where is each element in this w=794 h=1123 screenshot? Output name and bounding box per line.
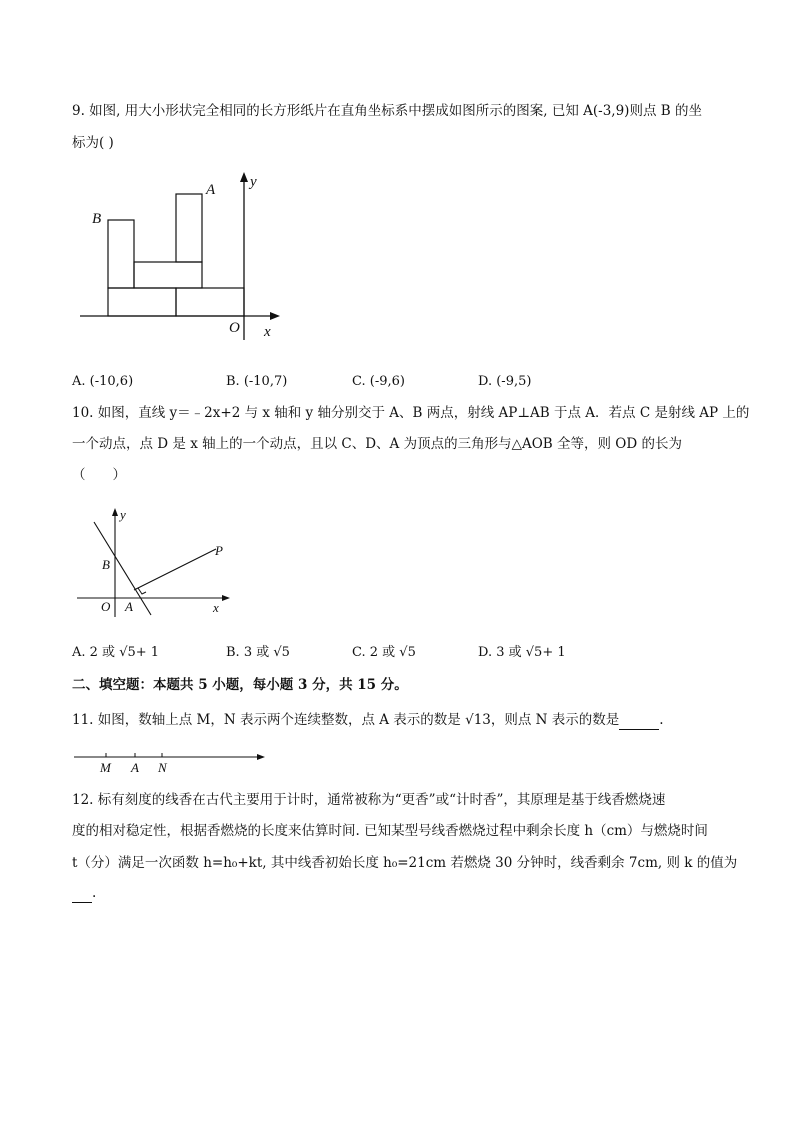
q11-text-line1 — [72, 710, 664, 730]
q10-option-c: C. 2 或 √5 — [352, 645, 416, 660]
q9-rect-bottom-left — [108, 288, 176, 316]
q10-right-angle-mark — [138, 588, 146, 594]
q12-text-line4 — [72, 883, 96, 903]
q11-number-line — [72, 748, 272, 778]
q10-label-b: B — [102, 557, 110, 572]
q10-y-arrow — [112, 508, 118, 516]
q9-y-arrow — [240, 172, 248, 182]
q9-text-line2: 标为( ) — [72, 135, 114, 151]
q9-label-y: y — [250, 174, 257, 190]
q10-label-a: A — [125, 599, 133, 614]
q10-label-x: x — [213, 600, 219, 615]
q10-label-p: P — [215, 543, 223, 558]
q9-label-x: x — [264, 324, 271, 340]
q10-option-a: A. 2 或 √5+ 1 — [72, 645, 160, 660]
q9-rect-middle — [134, 262, 202, 288]
q9-rect-vertical-right — [176, 194, 202, 262]
section2-heading: 二、填空题：本题共 5 小题，每小题 3 分，共 15 分。 — [72, 677, 408, 693]
q9-label-a: A — [206, 182, 216, 198]
q9-x-arrow — [270, 312, 280, 320]
q10-text-line1: 10. 如图，直线 y＝﹣2x+2 与 x 轴和 y 轴分别交于 A、B 两点，射线 AP⊥AB 于点 A．若点 C 是射线 AP 上的 — [72, 405, 750, 421]
q9-label-b: B — [92, 211, 102, 227]
q10-x-arrow — [222, 595, 230, 601]
q10-label-y: y — [120, 507, 126, 522]
q10-option-d: D. 3 或 √5+ 1 — [478, 645, 566, 660]
q9-option-c: C. (-9,6) — [352, 374, 405, 389]
q12-text-line2: 度的相对稳定性，根据香燃烧的长度来估算时间. 已知某型号线香燃烧过程中剩余长度 h（cm）与燃烧时间 — [72, 823, 708, 839]
q10-label-o: O — [101, 599, 111, 614]
q9-rect-bottom-right — [176, 288, 244, 316]
q10-figure — [72, 505, 237, 620]
q11-text: 11. 如图，数轴上点 M，N 表示两个连续整数，点 A 表示的数是 √13，则点 N 表示的数是 — [72, 712, 620, 728]
q11-text-end: . — [659, 712, 664, 728]
q10-text-line3: （ ） — [72, 467, 126, 483]
q12-answer-blank[interactable] — [72, 888, 92, 903]
q9-figure — [75, 168, 290, 343]
q11-label-m: M — [100, 760, 111, 775]
q11-label-a: A — [131, 760, 139, 775]
q9-option-d: D. (-9,5) — [478, 374, 532, 389]
q9-label-o: O — [229, 320, 240, 336]
q10-text-line2: 一个动点，点 D 是 x 轴上的一个动点，且以 C、D、A 为顶点的三角形与△AOB 全等，则 OD 的长为 — [72, 436, 682, 452]
q9-text-line1: 9. 如图, 用大小形状完全相同的长方形纸片在直角坐标系中摆成如图所示的图案, 已知 A(-3,9)则点 B 的坐 — [72, 103, 702, 119]
q12-text-line1: 12. 标有刻度的线香在古代主要用于计时，通常被称为“更香”或“计时香”，其原理是基于线香燃烧速 — [72, 792, 666, 808]
q11-axis-arrow — [257, 754, 265, 760]
q10-ray-ap — [134, 549, 216, 590]
q9-rect-vertical-left — [108, 220, 134, 288]
q11-answer-blank[interactable] — [619, 715, 659, 730]
q9-option-b: B. (-10,7) — [226, 374, 288, 389]
q9-option-a: A. (-10,6) — [72, 374, 134, 389]
q12-text-line3: t（分）满足一次函数 h=h₀+kt, 其中线香初始长度 h₀=21cm 若燃烧 30 分钟时，线香剩余 7cm, 则 k 的值为 — [72, 855, 738, 871]
q12-text-end: . — [92, 885, 97, 901]
q11-label-n: N — [158, 760, 167, 775]
q10-option-b: B. 3 或 √5 — [226, 645, 290, 660]
